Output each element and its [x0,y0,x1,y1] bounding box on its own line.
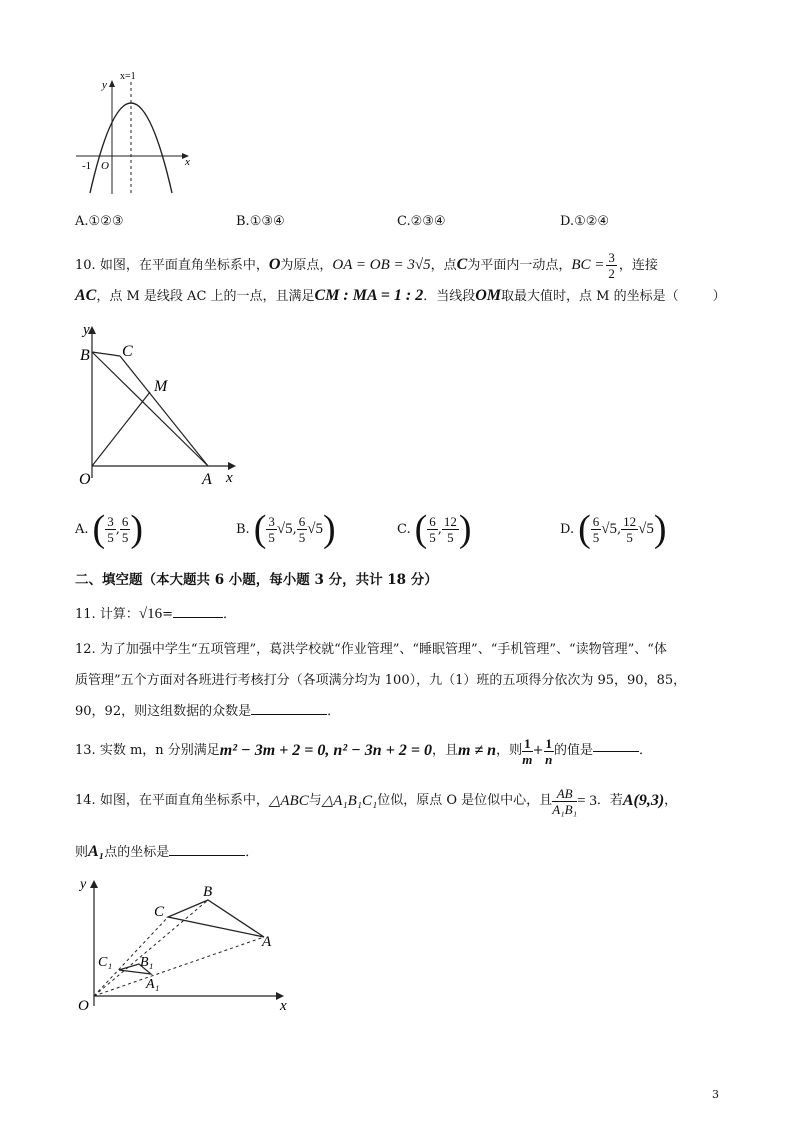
frac-num: 12 [443,513,457,529]
q13 [75,732,652,770]
answer-blank[interactable] [173,617,223,618]
option-letter: B. [236,214,250,229]
paren-close: ) [653,508,667,550]
q10-text: ，点 [430,258,457,273]
option-letter: D. [560,214,575,229]
q10-x-arrow [228,462,236,470]
q14-figure [74,874,294,1016]
frac-2 [442,514,459,545]
frac-den: A₁B₁ [552,801,578,817]
var-om: OM [475,287,502,304]
frac-1-n [544,736,555,767]
frac-num: 6 [298,513,306,529]
frac-ab-a1b1 [552,786,577,817]
q10-line2 [75,286,726,307]
frac-2 [621,514,638,545]
q13-text: 实数 m，n 分别满足 [99,743,220,758]
frac-1 [105,514,116,545]
comma: , [616,521,622,537]
period: ． [222,607,236,622]
sqrt-5: √5 [601,520,617,537]
paren-open: ( [92,508,106,550]
question-number: 12. [75,642,96,657]
q10-option-c[interactable] [397,508,472,550]
q10-text: ，点 M 是线段 AC 上的一点，且满足 [96,289,315,304]
q14-text: 则 [75,845,89,860]
q9-y-arrow [109,80,115,87]
q10-option-b[interactable] [236,508,336,550]
fraction-3-2 [606,250,617,281]
frac-num: 6 [121,513,129,529]
q13-text: 的值是 [554,743,594,758]
question-number: 13. [75,743,96,758]
option-text: ①③④ [249,214,285,229]
frac-2 [297,514,308,545]
label-x: x [280,998,287,1014]
frac-1 [427,514,438,545]
label-o: O [78,998,89,1014]
q13-equations: m² − 3m + 2 = 0, n² − 3n + 2 = 0 [219,742,432,759]
q14-text: 如图，在平面直角坐标系中， [99,793,269,808]
option-letter: A. [75,521,89,537]
q12-text: 90，92，则这组数据的众数是 [75,704,252,719]
plus: + [532,743,544,758]
frac-num: 3 [268,513,275,529]
option-text: ①②③ [88,214,124,229]
frac-den: 5 [298,529,306,545]
eq-bc: BC = [571,257,605,273]
q11 [75,604,236,625]
comma: , [437,521,442,537]
q10-text: ，连接 [618,258,658,273]
frac-den: 5 [107,529,114,545]
q12-line3 [75,702,340,722]
sqrt-5: √5 [307,520,323,537]
q14-y-arrow [90,880,98,888]
frac-1-m [522,736,533,767]
var-c: C [456,256,468,273]
eq-3: = 3 [577,793,597,809]
q12-line2: 质管理”五个方面对各班进行考核打分（各项满分均为 100），九（1）班的五项得分依次为 95，90，85， [75,673,687,688]
paren-open: ( [414,508,428,550]
label-b: B [80,347,90,364]
q12-line1 [75,640,667,660]
frac-num: 1 [545,735,552,751]
q10-figure [74,318,244,490]
triangle-a1b1c1: △A₁B₁C₁ [321,793,378,809]
label-o: O [79,471,91,488]
period: ． [327,704,341,719]
frac-den: 5 [626,529,633,545]
option-letter: C. [397,521,411,537]
q10-text: 为原点， [280,258,333,273]
q9-axis-line-label: x=1 [120,71,136,82]
q14-line2 [75,842,258,863]
frac-num: AB [552,786,577,802]
q14-text: 点的坐标是 [104,845,170,860]
q12-text: 为了加强中学生“五项管理”，葛洪学校就“作业管理”、“睡眠管理”、“手机管理”、“读物管理”、“体 [99,642,667,657]
q9-option-b[interactable] [236,214,285,229]
q9-option-c[interactable] [397,214,446,229]
q14-line1 [75,780,677,822]
label-b1: B₁ [140,955,154,970]
label-b: B [203,884,213,900]
q9-y-label: y [102,79,107,91]
frac-2 [120,514,131,545]
q13-neq: m ≠ n [457,742,497,759]
frac-den: n [545,751,553,767]
segment-ca [120,356,208,466]
q11-text: 计算： [99,607,139,622]
q10-text: 如图，在平面直角坐标系中， [99,258,269,273]
answer-blank[interactable] [593,751,639,752]
frac-den: 2 [608,266,615,281]
sqrt-5: √5 [638,520,654,537]
q9-root-label: -1 [82,160,92,172]
q9-x-label: x [185,156,190,168]
frac-den: 5 [121,529,129,545]
question-number: 14. [75,793,96,808]
frac-den: 5 [429,529,436,545]
answer-blank[interactable] [169,855,245,856]
ratio: CM : MA = 1 : 2 [314,287,424,304]
q9-option-d[interactable] [560,214,609,229]
q9-option-a[interactable] [75,214,124,229]
paren-close: ) [130,508,143,550]
q10-text: ） [712,289,726,304]
frac-den: 5 [447,529,454,545]
comma: , [115,521,120,537]
q10-text: 取最大值时，点 M 的坐标是（ [501,289,679,304]
page-number: 3 [712,1088,719,1101]
option-letter: D. [560,521,575,537]
dashed-oa [94,937,264,996]
frac-den: m [522,751,533,767]
equals: = [162,607,173,622]
segment-ba [92,352,208,466]
label-y: y [80,877,87,892]
q9-origin-label: O [101,160,109,172]
frac-den: 5 [592,529,600,545]
point-a1: A₁ [88,843,105,860]
period: ． [639,743,653,758]
frac-1 [591,514,602,545]
option-letter: A. [75,214,89,229]
paren-open: ( [578,508,591,550]
q10-line1 [75,250,658,281]
frac-1 [266,514,277,545]
paren-close: ) [458,508,472,550]
label-a1: A₁ [146,977,160,992]
option-text: ①②④ [574,214,610,229]
q13-text: ，且 [431,743,458,758]
triangle-abc: △ABC [268,793,309,809]
q14-text: 与 [308,793,322,808]
triangle-abc-shape [168,900,264,937]
period: ． [245,845,259,860]
segment-om [92,392,150,466]
label-c1: C₁ [98,955,113,970]
label-c: C [154,904,165,920]
q14-text: ， [664,793,678,808]
question-number: 11. [75,607,96,622]
point-a: A(9,3) [622,792,665,809]
q10-text: ．当线段 [423,289,476,304]
option-letter: C. [397,214,411,229]
label-y: y [83,322,90,338]
sqrt-5: √5 [276,520,293,537]
frac-num: 12 [623,513,637,529]
label-a: A [202,471,212,488]
option-text: ②③④ [410,214,446,229]
q9-parabola-graph [72,68,197,198]
var-ac: AC [75,287,97,304]
frac-num: 1 [524,735,531,751]
q10-text: 为平面内一动点， [467,258,572,273]
frac-num: 6 [429,513,436,529]
frac-num: 3 [107,513,114,529]
q14-text: ．若 [596,793,623,808]
var-o: O [268,256,281,273]
frac-den: 5 [268,529,275,545]
sqrt-16: √16 [138,606,163,622]
comma: , [292,521,297,537]
q10-option-a[interactable] [75,508,143,550]
label-m: M [154,378,168,395]
q14-text: 位似，原点 O 是位似中心，且 [377,793,553,808]
paren-close: ) [322,508,336,550]
q13-text: ，则 [496,743,523,758]
q10-option-d[interactable] [560,508,667,550]
eq-oa-ob: OA = OB = 3√5 [332,257,431,273]
question-number: 10. [75,258,96,273]
label-c: C [122,343,133,360]
option-letter: B. [236,521,250,537]
frac-num: 6 [592,513,600,529]
paren-open: ( [253,508,267,550]
section-2-heading: 二、填空题（本大题共 6 小题，每小题 3 分，共计 18 分） [75,572,438,588]
label-a: A [262,934,272,950]
frac-num: 3 [608,250,615,265]
label-x: x [226,470,233,486]
answer-blank[interactable] [251,714,327,715]
